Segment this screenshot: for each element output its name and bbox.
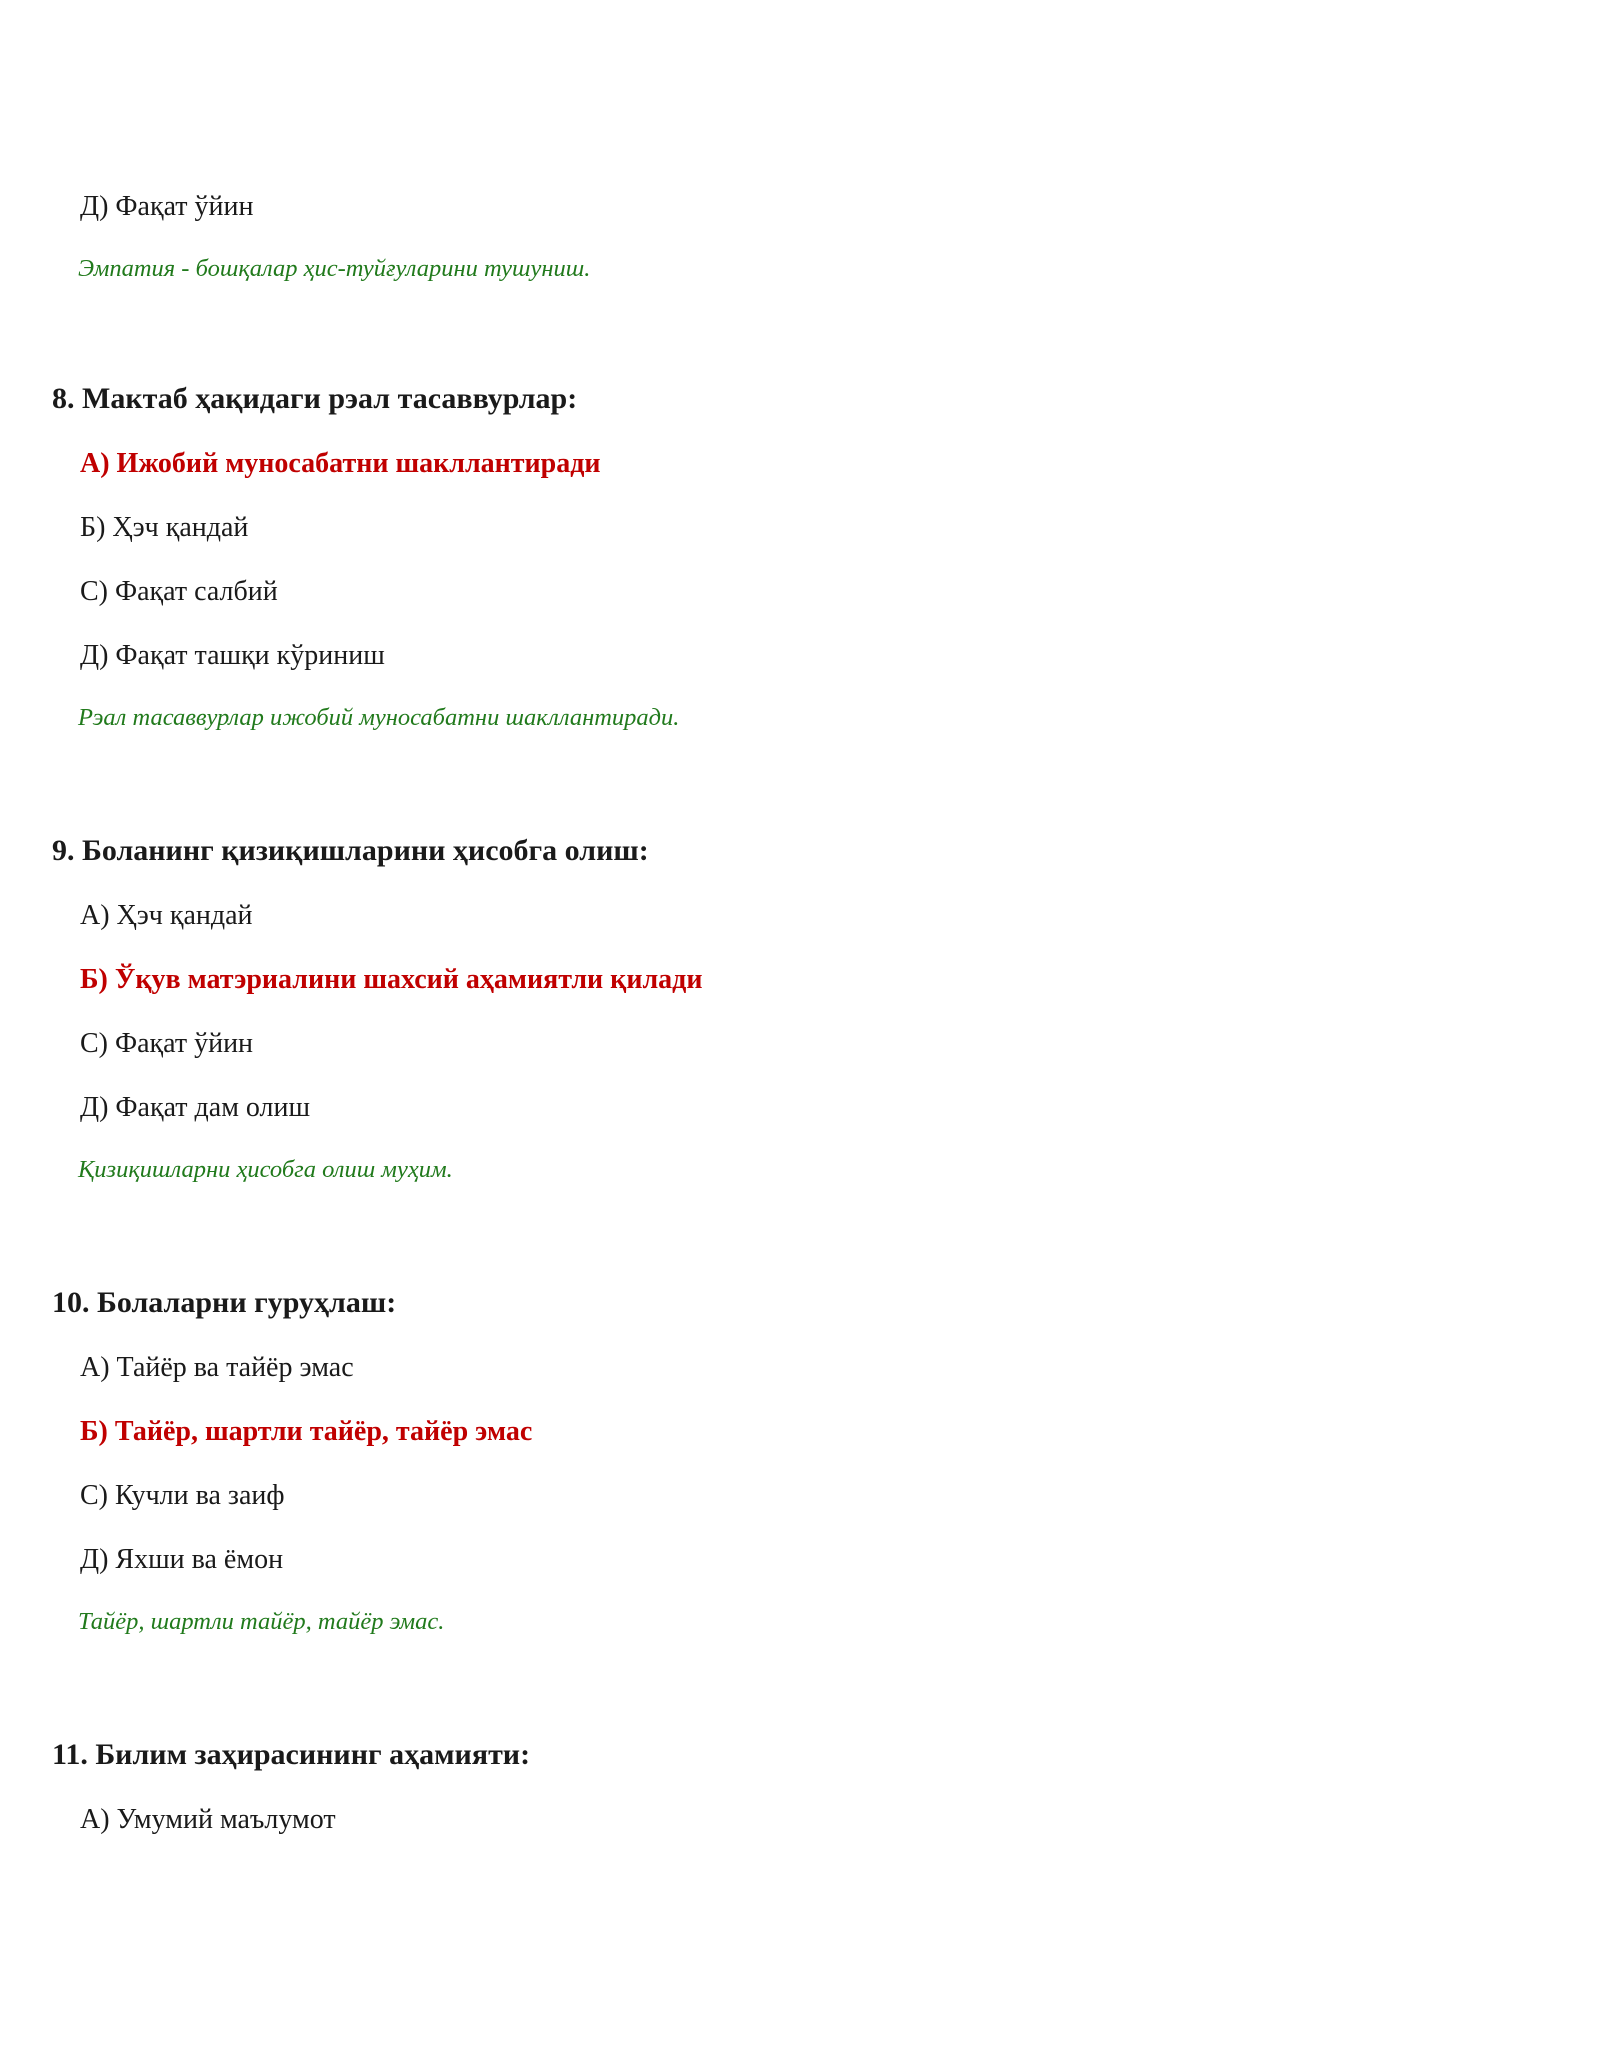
explanation: Тайёр, шартли тайёр, тайёр эмас. bbox=[78, 1608, 445, 1635]
explanation: Рэал тасаввурлар ижобий муносабатни шакллантиради. bbox=[78, 704, 680, 731]
option-b: Б) Ҳэч қандай bbox=[80, 512, 249, 543]
option-a-correct: А) Ижобий муносабатни шакллантиради bbox=[80, 448, 601, 479]
option-b-correct: Б) Ўқув матэриалини шахсий аҳамиятли қилади bbox=[80, 964, 703, 995]
option-c: С) Кучли ва заиф bbox=[80, 1480, 285, 1511]
question-heading: 10. Болаларни гуруҳлаш: bbox=[52, 1286, 397, 1319]
option-d: Д) Фақат ўйин bbox=[80, 191, 254, 222]
question-heading: 11. Билим заҳирасининг аҳамияти: bbox=[52, 1738, 531, 1771]
option-a: А) Ҳэч қандай bbox=[80, 900, 253, 931]
option-d: Д) Фақат ташқи кўриниш bbox=[80, 640, 385, 671]
explanation: Қизиқишларни ҳисобга олиш муҳим. bbox=[78, 1156, 453, 1183]
option-a: А) Умумий маълумот bbox=[80, 1804, 336, 1835]
option-d: Д) Фақат дам олиш bbox=[80, 1092, 311, 1123]
option-c: С) Фақат ўйин bbox=[80, 1028, 254, 1059]
option-b-correct: Б) Тайёр, шартли тайёр, тайёр эмас bbox=[80, 1416, 533, 1447]
question-heading: 9. Боланинг қизиқишларини ҳисобга олиш: bbox=[52, 834, 649, 867]
explanation: Эмпатия - бошқалар ҳис-туйғуларини тушуниш. bbox=[78, 255, 591, 282]
option-d: Д) Яхши ва ёмон bbox=[80, 1544, 284, 1575]
option-c: С) Фақат салбий bbox=[80, 576, 278, 607]
question-heading: 8. Мактаб ҳақидаги рэал тасаввурлар: bbox=[52, 382, 578, 415]
option-a: А) Тайёр ва тайёр эмас bbox=[80, 1352, 354, 1383]
